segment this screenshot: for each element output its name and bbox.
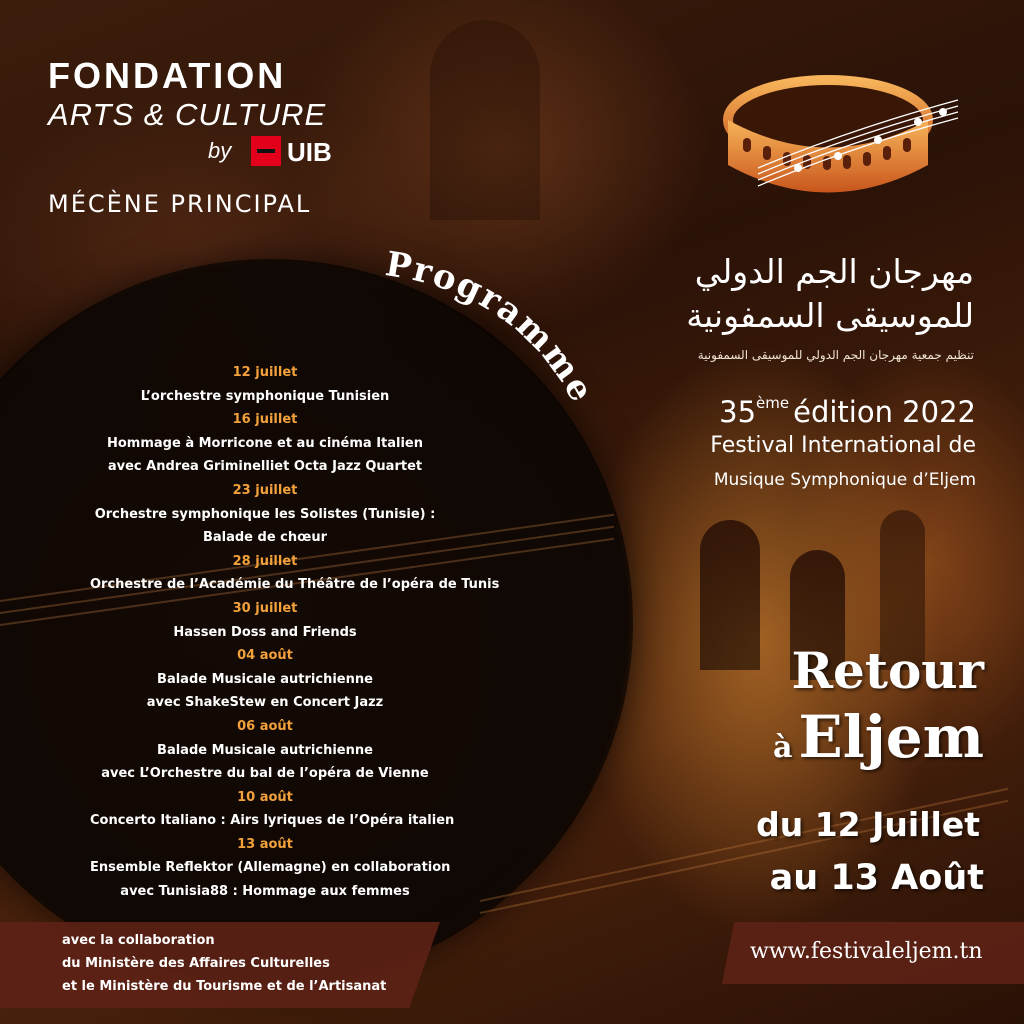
background-arch bbox=[430, 20, 540, 220]
festival-name-line1: Festival International de bbox=[710, 433, 976, 458]
program-date: 30 juillet bbox=[232, 600, 298, 616]
program-event-line: Hommage à Morricone et au cinéma Italien bbox=[107, 435, 423, 451]
program-event-line: Concerto Italiano : Airs lyriques de l’Opéra italien bbox=[90, 813, 455, 829]
program-list bbox=[90, 361, 500, 904]
tagline-preposition: à bbox=[773, 730, 793, 765]
program-event-line: Balade Musicale autrichienne bbox=[157, 742, 373, 758]
program-event-line: avec Tunisia88 : Hommage aux femmes bbox=[120, 884, 410, 900]
sponsor-line2: ARTS & CULTURE bbox=[48, 97, 327, 132]
sponsor-logo bbox=[48, 55, 348, 167]
program-event-line: Balade Musicale autrichienne bbox=[157, 671, 373, 687]
tagline-place: Eljem bbox=[798, 703, 984, 771]
program-event-line: Balade de chœur bbox=[202, 530, 328, 546]
collab-line3: et le Ministère du Tourisme et de l’Artisanat bbox=[62, 979, 387, 994]
edition-suffix: ème bbox=[756, 394, 790, 412]
program-date: 06 août bbox=[237, 718, 293, 734]
program-date: 23 juillet bbox=[232, 482, 298, 498]
collaboration-text bbox=[62, 929, 386, 998]
program-date: 13 août bbox=[237, 836, 293, 852]
sponsor-by: by bbox=[208, 138, 232, 163]
program-event-line: Ensemble Reflektor (Allemagne) en collaboration bbox=[90, 860, 451, 876]
program-event-line: avec ShakeStew en Concert Jazz bbox=[146, 695, 384, 711]
program-date: 12 juillet bbox=[232, 365, 298, 380]
program-date: 16 juillet bbox=[232, 412, 298, 428]
program-event-line: avec Andrea Griminelliet Octa Jazz Quartet bbox=[107, 459, 423, 475]
program-event-line: L’orchestre symphonique Tunisien bbox=[140, 388, 390, 404]
arabic-title bbox=[686, 250, 974, 338]
program-date: 10 août bbox=[237, 789, 293, 805]
tagline-place-line bbox=[773, 702, 984, 772]
edition bbox=[719, 394, 976, 429]
website-link[interactable]: www.festivaleljem.tn bbox=[750, 939, 983, 964]
tagline bbox=[773, 640, 984, 772]
colosseum-music-logo-icon bbox=[718, 60, 968, 210]
program-event-line: Orchestre de l’Académie du Théâtre de l’opéra de Tunis bbox=[90, 577, 500, 593]
uib-logo-icon bbox=[251, 136, 281, 166]
dates-line1: du 12 Juillet bbox=[756, 805, 980, 844]
sponsor-brand: UIB bbox=[287, 137, 332, 167]
arabic-title-line1: مهرجان الجم الدولي bbox=[694, 252, 974, 291]
background-arch bbox=[700, 520, 760, 670]
collab-line2: du Ministère des Affaires Culturelles bbox=[62, 956, 330, 971]
tagline-title: Retour bbox=[791, 641, 984, 700]
sponsor-line1: FONDATION bbox=[48, 55, 287, 96]
program-date: 04 août bbox=[237, 648, 293, 664]
program-event-line: Orchestre symphonique les Solistes (Tunisie) : bbox=[94, 506, 436, 522]
arabic-subtitle: تنظيم جمعية مهرجان الجم الدولي للموسيقى السمفونية bbox=[697, 348, 974, 362]
sponsor-role: MÉCÈNE PRINCIPAL bbox=[48, 190, 312, 218]
edition-rest: édition 2022 bbox=[793, 395, 976, 429]
edition-number: 35 bbox=[719, 395, 757, 429]
arabic-title-line2: للموسيقى السمفونية bbox=[686, 296, 974, 335]
collab-line1: avec la collaboration bbox=[62, 933, 215, 948]
programme-heading-path: Programme bbox=[382, 244, 602, 410]
program-event-line: avec L’Orchestre du bal de l’opéra de Vienne bbox=[101, 766, 429, 782]
dates-line2: au 13 Août bbox=[769, 858, 984, 898]
program-event-line: Hassen Doss and Friends bbox=[173, 624, 357, 640]
program-date: 28 juillet bbox=[232, 553, 298, 569]
festival-name-line2: Musique Symphonique d’Eljem bbox=[713, 470, 976, 490]
